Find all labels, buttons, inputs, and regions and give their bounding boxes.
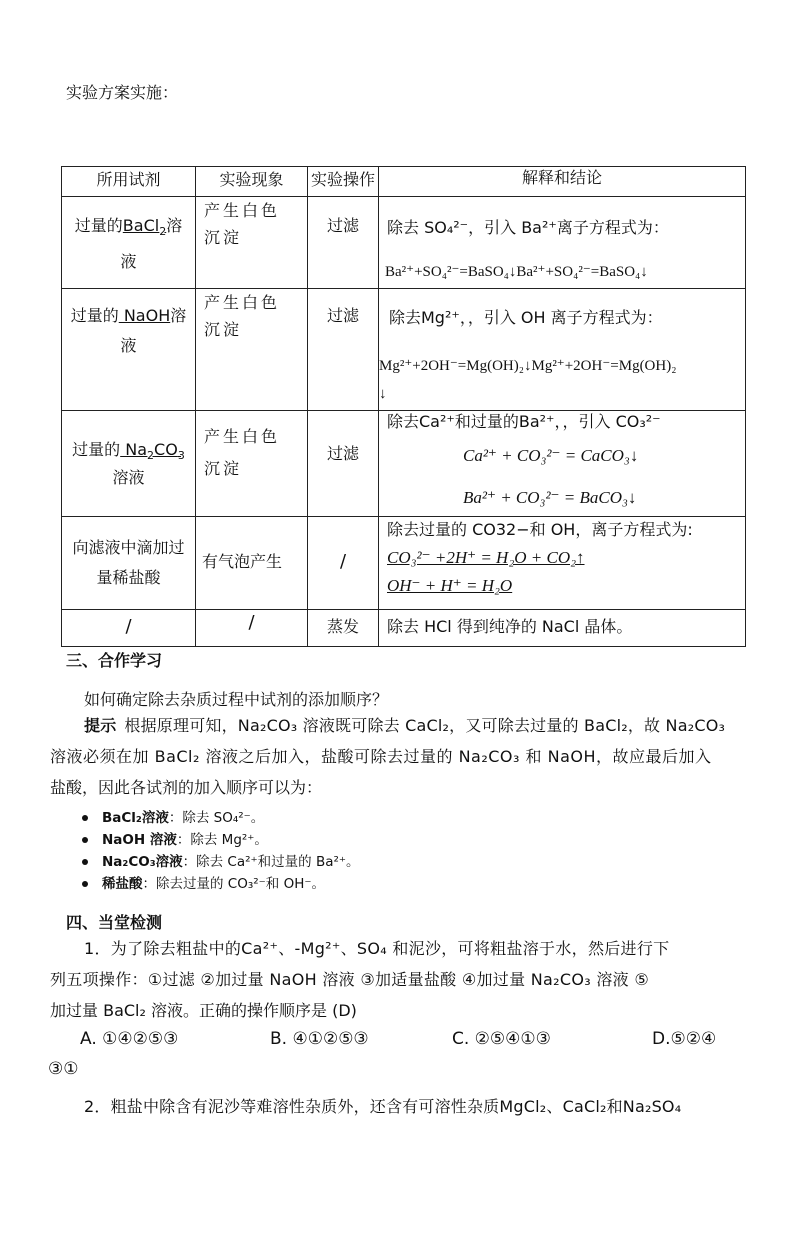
phenomenon-cell: / xyxy=(196,610,308,647)
question-1-line-3: 加过量 BaCl₂ 溶液。正确的操作顺序是 (D) xyxy=(50,1001,357,1020)
list-item: 稀盐酸：除去过量的 CO₃²⁻和 OH⁻。 xyxy=(102,876,325,892)
explanation-cell: 除去 SO₄²⁻，引入 Ba²⁺离子方程式为： Ba²⁺+SO₄²⁻=BaSO₄↓Ba²⁺+SO₄²⁻=BaSO₄↓ xyxy=(379,197,746,289)
header-operation: 实验操作 xyxy=(308,167,379,197)
table-row xyxy=(62,610,746,647)
section-4-title: 四、当堂检测 xyxy=(66,913,163,932)
question-2-line-1: 2．粗盐中除含有泥沙等难溶性杂质外，还含有可溶性杂质MgCl₂、CaCl₂和Na₂SO₄ xyxy=(84,1097,682,1116)
operation-cell: 过滤 xyxy=(308,289,379,411)
header-explanation: 解释和结论 xyxy=(379,167,746,197)
hint-line-2: 溶液必须在加 BaCl₂ 溶液之后加入，盐酸可除去过量的 Na₂CO₃ 和 NaOH，故应最后加入 xyxy=(50,747,712,766)
reagent-cell: / xyxy=(62,610,196,647)
bullet-dot xyxy=(82,837,88,843)
phenomenon-cell: 有气泡产生 xyxy=(196,517,308,610)
option-d[interactable]: D.⑤②④ xyxy=(652,1029,717,1049)
phenomenon-cell: 产生白色 沉淀 xyxy=(196,197,308,289)
table-row xyxy=(62,517,746,610)
hint-line-1: 提示 根据原理可知，Na₂CO₃ 溶液既可除去 CaCl₂，又可除去过量的 BaCl₂，故 Na₂CO₃ xyxy=(84,716,726,735)
cooperative-question: 如何确定除去杂质过程中试剂的添加顺序？ xyxy=(84,690,389,709)
option-d-continued: ③① xyxy=(48,1059,79,1079)
operation-cell: 蒸发 xyxy=(308,610,379,647)
operation-cell: 过滤 xyxy=(308,197,379,289)
bullet-dot xyxy=(82,815,88,821)
intro-text: 实验方案实施： xyxy=(66,83,179,102)
question-1-line-2: 列五项操作：①过滤 ②加过量 NaOH 溶液 ③加适量盐酸 ④加过量 Na₂CO₃ 溶液 ⑤ xyxy=(50,970,649,989)
phenomenon-cell: 产生白色 沉淀 xyxy=(196,289,308,411)
reagent-cell: 过量的 $Na_2CO_3$ 溶液 xyxy=(62,411,196,517)
table-row xyxy=(62,289,746,411)
section-3-title: 三、合作学习 xyxy=(66,651,163,670)
reagent-cell: 过量的BaCl$_2$溶 液 xyxy=(62,197,196,289)
operation-cell: / xyxy=(308,517,379,610)
list-item: Na₂CO₃溶液：除去 Ca²⁺和过量的 Ba²⁺。 xyxy=(102,854,360,870)
list-item: NaOH 溶液：除去 Mg²⁺。 xyxy=(102,832,268,848)
question-1-line-1: 1．为了除去粗盐中的Ca²⁺、-Mg²⁺、SO₄ 和泥沙，可将粗盐溶于水，然后进行下 xyxy=(84,939,670,958)
phenomenon-cell: 产生白色 沉淀 xyxy=(196,411,308,517)
experiment-table xyxy=(61,166,746,647)
bullet-dot xyxy=(82,881,88,887)
explanation-cell: 除去 HCl 得到纯净的 NaCl 晶体。 xyxy=(379,610,746,647)
hint-label: 提示 xyxy=(84,716,117,735)
bullet-dot xyxy=(82,859,88,865)
option-b[interactable]: B. ④①②⑤③ xyxy=(270,1029,369,1049)
table-row xyxy=(62,411,746,517)
header-phenomenon: 实验现象 xyxy=(196,167,308,197)
explanation-cell: 除去Ca²⁺和过量的Ba²⁺，，引入 CO₃²⁻ Ca²⁺ + CO₃²⁻ = CaCO₃↓ Ba²⁺ + CO₃²⁻ = BaCO₃↓ xyxy=(379,411,746,517)
explanation-cell: 除去过量的 CO32−和 OH，离子方程式为: CO₃²⁻ +2H⁺ = H₂O + CO₂↑ OH⁻ + H⁺ = H₂O xyxy=(379,517,746,610)
hint-line-3: 盐酸，因此各试剂的加入顺序可以为： xyxy=(50,778,323,797)
header-reagent: 所用试剂 xyxy=(62,167,196,197)
explanation-cell: 除去Mg²⁺，，引入 OH 离子方程式为： Mg²⁺+2OH⁻=Mg(OH)₂↓Mg²⁺+2OH⁻=Mg(OH)₂ ↓ xyxy=(379,289,746,411)
option-c[interactable]: C. ②⑤④①③ xyxy=(452,1029,551,1049)
operation-cell: 过滤 xyxy=(308,411,379,517)
option-a[interactable]: A. ①④②⑤③ xyxy=(80,1029,179,1049)
reagent-cell: 向滤液中滴加过 量稀盐酸 xyxy=(62,517,196,610)
list-item: BaCl₂溶液：除去 SO₄²⁻。 xyxy=(102,810,265,826)
reagent-cell: 过量的 NaOH溶 液 xyxy=(62,289,196,411)
table-header-row xyxy=(62,167,746,197)
table-row xyxy=(62,197,746,289)
